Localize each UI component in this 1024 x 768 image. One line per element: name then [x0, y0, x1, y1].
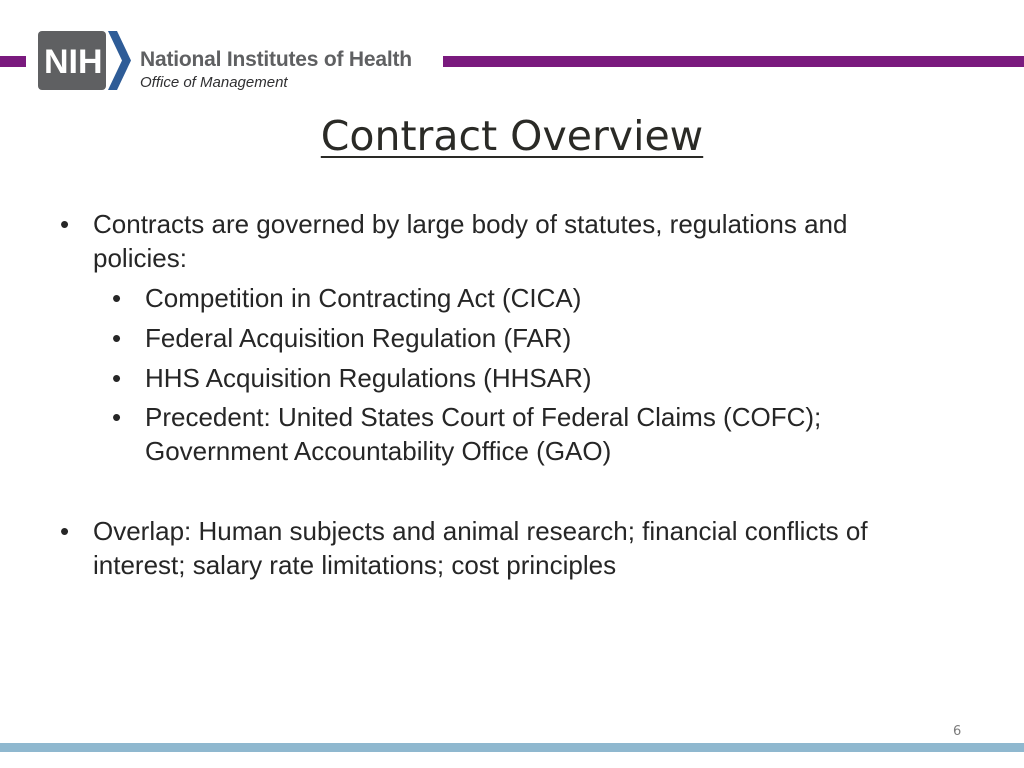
bullet-line: Federal Acquisition Regulation (FAR) — [145, 323, 572, 353]
bullet-line: Government Accountability Office (GAO) — [145, 436, 612, 466]
bullet-text — [93, 207, 847, 275]
slide-title: Contract Overview — [320, 112, 704, 160]
bullet-dot: • — [112, 283, 122, 313]
bullet-dot: • — [112, 363, 122, 393]
bullet-dot: • — [112, 402, 122, 432]
bullet-line: policies: — [93, 243, 187, 273]
bullet-line: Overlap: Human subjects and animal research; financial conflicts of — [93, 516, 868, 546]
bullet-text — [145, 281, 581, 315]
bullet-line: Competition in Contracting Act (CICA) — [145, 283, 582, 313]
logo-text: NIH — [44, 43, 103, 81]
bullet-text — [145, 400, 821, 468]
bullet-text — [145, 321, 571, 355]
bullet-line: Precedent: United States Court of Federal Claims (COFC); — [145, 402, 822, 432]
bullet-text — [145, 361, 592, 395]
bullet-text — [93, 514, 868, 582]
bullet-dot: • — [112, 323, 122, 353]
footer-accent-bar — [0, 743, 1024, 752]
bullet-dot: • — [60, 209, 70, 239]
org-name: National Institutes of Health — [140, 48, 412, 71]
bullet-dot: • — [60, 516, 70, 546]
org-subtitle: Office of Management — [140, 74, 288, 91]
bullet-line: HHS Acquisition Regulations (HHSAR) — [145, 363, 592, 393]
page-number: 6 — [953, 724, 962, 739]
bullet-line: Contracts are governed by large body of statutes, regulations and — [93, 209, 848, 239]
bullet-line: interest; salary rate limitations; cost principles — [93, 550, 617, 580]
